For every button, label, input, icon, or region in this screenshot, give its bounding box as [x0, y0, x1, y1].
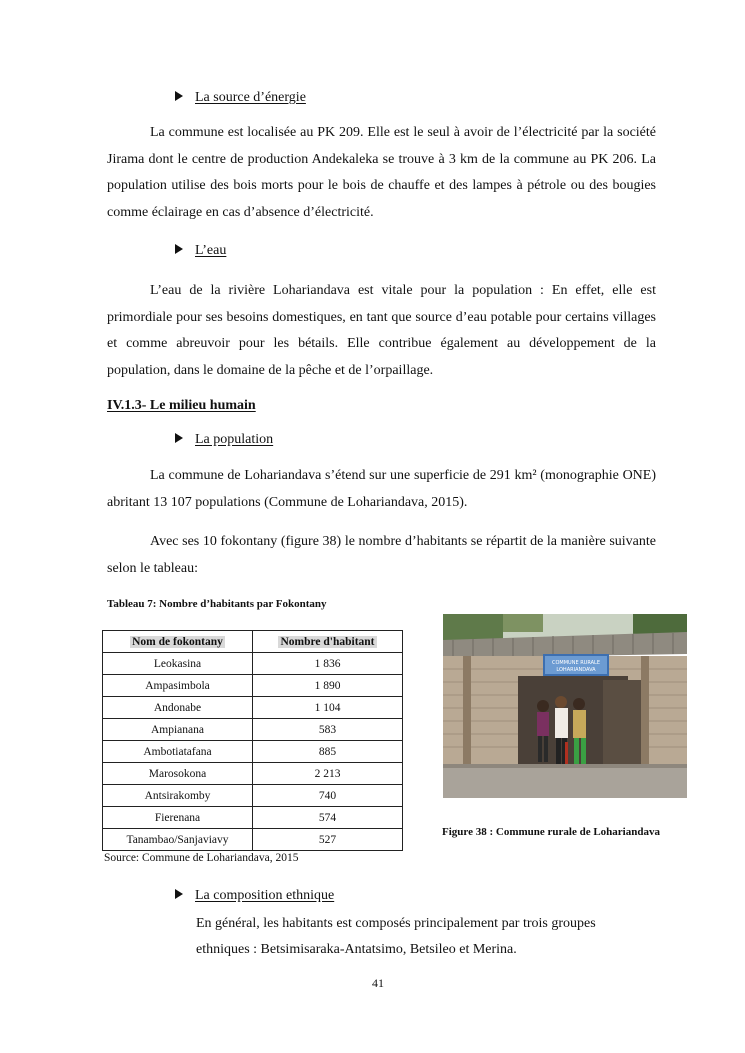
- table-source: Source: Commune de Lohariandava, 2015: [104, 852, 299, 864]
- bullet-arrow-icon: [175, 244, 183, 254]
- fokontany-name: Marosokona: [103, 763, 253, 785]
- ethnic-heading: [175, 887, 334, 905]
- section-title: IV.1.3- Le milieu humain: [107, 398, 256, 413]
- water-heading: [175, 242, 226, 260]
- fokontany-paragraph: Avec ses 10 fokontany (figure 38) le nombre d’habitants se répartit de la manière suivante selon le tableau:: [107, 534, 656, 576]
- energy-heading: [175, 89, 306, 107]
- habitant-count: 574: [253, 807, 403, 829]
- table-caption: Tableau 7: Nombre d’habitants par Fokontany: [107, 598, 327, 610]
- table-row: [103, 741, 403, 763]
- habitant-count: 583: [253, 719, 403, 741]
- habitant-count: 740: [253, 785, 403, 807]
- fokontany-name: Andonabe: [103, 697, 253, 719]
- fokontany-name: Antsirakomby: [103, 785, 253, 807]
- fokontany-name: Tanambao/Sanjaviavy: [103, 829, 253, 851]
- ethnic-line-2: ethniques : Betsimisaraka-Antatsimo, Betsileo et Merina.: [196, 942, 517, 957]
- habitant-count: 1 836: [253, 653, 403, 675]
- header-habitants: Nombre d'habitant: [253, 631, 403, 653]
- bullet-arrow-icon: [175, 433, 183, 443]
- table-row: [103, 675, 403, 697]
- table-row: [103, 719, 403, 741]
- bullet-arrow-icon: [175, 889, 183, 899]
- table-row: [103, 829, 403, 851]
- figure-caption: Figure 38 : Commune rurale de Lohariandava: [442, 826, 660, 838]
- table-header-row: [103, 631, 403, 653]
- table-row: [103, 763, 403, 785]
- population-heading: [175, 431, 273, 449]
- ethnic-line-1: En général, les habitants est composés principalement par trois groupes: [196, 916, 596, 931]
- fokontany-name: Fierenana: [103, 807, 253, 829]
- table-row: [103, 653, 403, 675]
- habitant-count: 1 104: [253, 697, 403, 719]
- population-table: [102, 630, 403, 851]
- table-row: [103, 807, 403, 829]
- habitant-count: 1 890: [253, 675, 403, 697]
- svg-text:COMMUNE RURALE: COMMUNE RURALE: [552, 660, 600, 666]
- energy-paragraph: La commune est localisée au PK 209. Elle est le seul à avoir de l’électricité par la société Jirama dont le centre de production Andekaleka se trouve à 3 km de la commune au PK 206. La population utilise des bois morts pour le bois de chauffe et des lampes à pétrole ou des bougies comme éclairage en cas d’absence d’électricité.: [107, 125, 656, 220]
- water-heading-text: L’eau: [195, 243, 227, 258]
- energy-heading-text: La source d’énergie: [195, 90, 306, 105]
- header-fokontany: Nom de fokontany: [103, 631, 253, 653]
- ethnic-paragraph: [196, 911, 596, 963]
- population-heading-text: La population: [195, 432, 274, 447]
- water-paragraph: L’eau de la rivière Lohariandava est vitale pour la population : En effet, elle est primordiale pour ses besoins domestiques, en tant que source d’eau potable pour certains villages et comme abreuvoir pour les bétails. Elle contribue également au développement de la population, dans le domaine de la pêche et de l’orpaillage.: [107, 283, 656, 378]
- ethnic-heading-text: La composition ethnique: [195, 888, 335, 903]
- page-number: 41: [372, 976, 384, 990]
- habitant-count: 527: [253, 829, 403, 851]
- fokontany-name: Ampasimbola: [103, 675, 253, 697]
- table-row: [103, 697, 403, 719]
- fokontany-name: Ambotiatafana: [103, 741, 253, 763]
- svg-text:LOHARIANDAVA: LOHARIANDAVA: [556, 667, 596, 673]
- population-paragraph: La commune de Lohariandava s’étend sur une superficie de 291 km² (monographie ONE) abritant 13 107 populations (Commune de Lohariandava, 2015).: [107, 468, 656, 510]
- commune-photo: [443, 614, 687, 798]
- fokontany-name: Ampianana: [103, 719, 253, 741]
- habitant-count: 2 213: [253, 763, 403, 785]
- table-row: [103, 785, 403, 807]
- habitant-count: 885: [253, 741, 403, 763]
- commune-building-image: [443, 614, 687, 798]
- fokontany-name: Leokasina: [103, 653, 253, 675]
- bullet-arrow-icon: [175, 91, 183, 101]
